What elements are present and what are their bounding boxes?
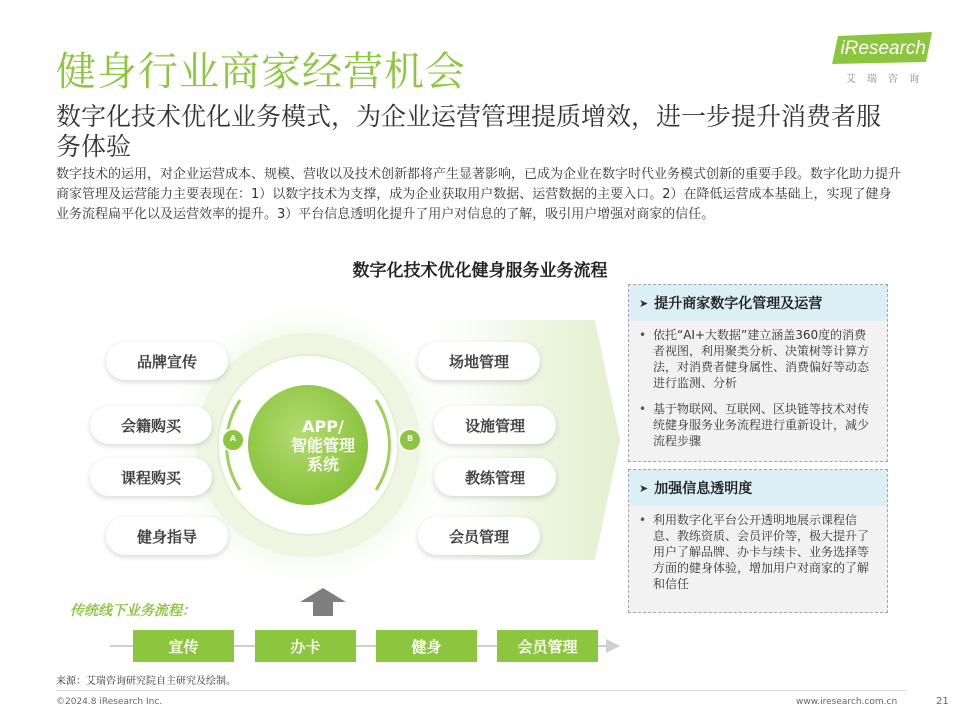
pill-membership-purchase: 会籍购买 <box>90 406 212 444</box>
panel-digital-management <box>628 284 888 462</box>
pill-brand-promotion: 品牌宣传 <box>106 342 228 380</box>
footer-divider <box>56 690 906 691</box>
source-note: 来源：艾瑞咨询研究院自主研究及绘制。 <box>56 676 236 687</box>
flow-line-arrowhead-icon <box>606 639 620 653</box>
page-number: 21 <box>936 696 949 707</box>
bullet-dot-icon: • <box>639 513 647 527</box>
panel-transparency-title: 加强信息透明度 <box>654 481 753 497</box>
node-a-label: A <box>229 434 237 443</box>
list-item <box>639 512 877 592</box>
bullet-text: 利用数字化平台公开透明地展示课程信息、教练资质、会员评价等，极大提升了用户了解品牌、办卡与续卡、业务选择等方面的健身体验，增加用户对商家的了解和信任 <box>653 513 870 591</box>
logo-sub-text: 艾瑞咨询 <box>846 74 930 85</box>
bullet-text: 基于物联网、互联网、区块链等技术对传统健身服务业务流程进行重新设计，减少流程步骤 <box>653 402 870 448</box>
hub-label-line-3: 系统 <box>306 455 339 474</box>
panel-digital-management-header <box>629 285 887 321</box>
bullet-dot-icon: • <box>639 402 647 416</box>
list-item <box>639 401 877 449</box>
up-arrow-icon <box>300 588 346 616</box>
panel-transparency <box>628 469 888 613</box>
panel-digital-management-body <box>629 321 887 465</box>
hub-label <box>268 417 378 474</box>
pill-member-management: 会员管理 <box>418 517 540 555</box>
chevron-right-icon: ➤ <box>639 296 649 310</box>
pill-coach-management: 教练管理 <box>434 458 556 496</box>
offline-process-label: 传统线下业务流程： <box>70 603 196 619</box>
diagram-title: 数字化技术优化健身服务业务流程 <box>352 261 608 281</box>
pill-course-purchase: 课程购买 <box>90 458 212 496</box>
pill-fitness-guidance: 健身指导 <box>106 517 228 555</box>
website-text: www.iresearch.com.cn <box>796 697 898 707</box>
list-item <box>639 327 877 391</box>
chevron-right-icon: ➤ <box>639 481 649 495</box>
panel-digital-management-title: 提升商家数字化管理及运营 <box>654 296 823 312</box>
panel-transparency-body <box>629 506 887 608</box>
page-title: 健身行业商家经营机会 <box>56 49 466 95</box>
bullet-text: 依托“AI+大数据”建立涵盖360度的消费者视图，利用聚类分析、决策树等计算方法，对消费者健身属性、消费偏好等动态进行监测、分析 <box>653 328 870 390</box>
offline-step-fitness: 健身 <box>376 630 477 662</box>
copyright-text: ©2024.8 iResearch Inc. <box>56 697 163 707</box>
logo-brand-text: iResearch <box>840 38 926 59</box>
offline-step-promotion: 宣传 <box>133 630 234 662</box>
offline-step-member: 会员管理 <box>497 630 598 662</box>
bullet-dot-icon: • <box>639 328 647 342</box>
page-subtitle: 数字化技术优化业务模式，为企业运营管理提质增效，进一步提升消费者服务体验 <box>56 102 882 161</box>
hub-label-line-2: 智能管理 <box>290 436 355 455</box>
intro-paragraph: 数字技术的运用，对企业运营成本、规模、营收以及技术创新都将产生显著影响，已成为企业在数字时代业务模式创新的重要手段。数字化助力提升商家管理及运营能力主要表现在：1）以数字技术为支撑，成为企业获取用户数据、运营数据的主要入口。2）在降低运营成本基础上，实现了健身业务流程扁平化以及运营效率的提升。3）平台信息透明化提升了用户对信息的了解，吸引用户增强对商家的信任。 <box>56 167 902 222</box>
offline-step-card: 办卡 <box>255 630 356 662</box>
hub-label-line-1: APP/ <box>302 417 344 436</box>
pill-facility-management: 设施管理 <box>434 406 556 444</box>
node-b-label: B <box>406 434 414 443</box>
pill-venue-management: 场地管理 <box>418 342 540 380</box>
iresearch-logo <box>824 32 932 85</box>
panel-transparency-header <box>629 470 887 506</box>
